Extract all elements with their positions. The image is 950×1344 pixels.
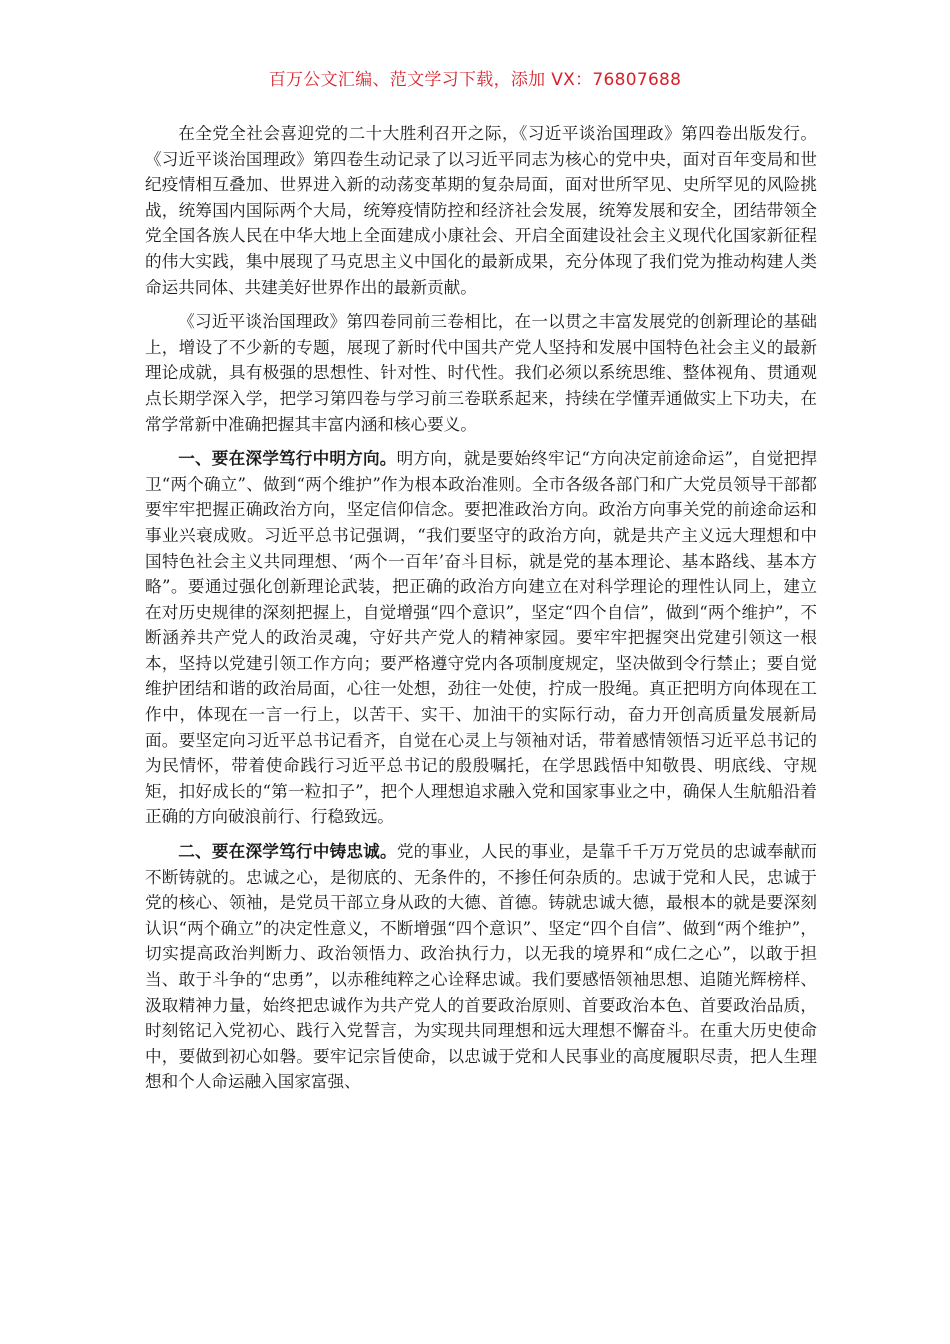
section-heading: 二、要在深学笃行中铸忠诚。 (178, 841, 397, 862)
paragraph-text: 党的事业，人民的事业，是靠千千万万党员的忠诚奉献而不断铸就的。忠诚之心，是彻底的、无条件的，不掺任何杂质的。忠诚于党和人民，忠诚于党的核心、领袖，是党员干部立身从政的大德、首德。铸就忠诚大德，最根本的就是要深刻认识“两个确立”的决定性意义，不断增强“四个意识”、坚定“四个自信”、做到“两个维护”，切实提高政治判断力、政治领悟力、政治执行力，以无我的境界和“成仁之心”，以敢于担当、敢于斗争的“忠勇”，以赤稚纯粹之心诠释忠诚。我们要感悟领袖思想、追随光辉榜样、汲取精神力量，始终把忠诚作为共产党人的首要政治原则、首要政治本色、首要政治品质，时刻铭记入党初心、践行入党誓言，为实现共同理想和远大理想不懈奋斗。在重大历史使命中，要做到初心如磐。要牢记宗旨使命，以忠诚于党和人民事业的高度履职尽责，把人生理想和个人命运融入国家富强、 (145, 842, 818, 1092)
paragraph-text: 在全党全社会喜迎党的二十大胜利召开之际，《习近平谈治国理政》第四卷出版发行。《习近平谈治国理政》第四卷生动记录了以习近平同志为核心的党中央，面对百年变局和世纪疫情相互叠加、世界进入新的动荡变革期的复杂局面，面对世所罕见、史所罕见的风险挑战，统筹国内国际两个大局，统筹疫情防控和经济社会发展，统筹发展和安全，团结带领全党全国各族人民在中华大地上全面建成小康社会、开启全面建设社会主义现代化国家新征程的伟大实践，集中展现了马克思主义中国化的最新成果，充分体现了我们党为推动构建人类命运共同体、共建美好世界作出的最新贡献。 (145, 124, 817, 297)
paragraph-text: 明方向，就是要始终牢记“方向决定前途命运”，自觉把捍卫“两个确立”、做到“两个维护”作为根本政治准则。全市各级各部门和广大党员领导干部都要牢牢把握正确政治方向，坚定信仰信念。要把准政治方向。政治方向事关党的前途命运和事业兴衰成败。习近平总书记强调，“我们要坚守的政治方向，就是共产主义远大理想和中国特色社会主义共同理想、‘两个一百年’奋斗目标，就是党的基本理论、基本路线、基本方略”。要通过强化创新理论武装，把正确的政治方向建立在对科学理论的理性认同上，建立在对历史规律的深刻把握上，自觉增强“四个意识”，坚定“四个自信”，做到“两个维护”，不断涵养共产党人的政治灵魂，守好共产党人的精神家园。要牢牢把握突出党建引领这一根本，坚持以党建引领工作方向；要严格遵守党内各项制度规定，坚决做到令行禁止；要自觉维护团结和谐的政治局面，心往一处想，劲往一处使，拧成一股绳。真正把明方向体现在工作中，体现在一言一行上，以苦干、实干、加油干的实际行动，奋力开创高质量发展新局面。要坚定向习近平总书记看齐，自觉在心灵上与领袖对话，带着感情领悟习近平总书记的为民情怀，带着使命践行习近平总书记的殷殷嘱托，在学思践悟中知敬畏、明底线、守规矩，扣好成长的“第一粒扣子”，把个人理想追求融入党和国家事业之中，确保人生航船沿着正确的方向破浪前行、行稳致远。 (145, 449, 818, 827)
paragraph-comparison (145, 309, 817, 437)
paragraph-section-2 (145, 839, 817, 1095)
paragraph-text: 《习近平谈治国理政》第四卷同前三卷相比，在一以贯之丰富发展党的创新理论的基础上，增设了不少新的专题，展现了新时代中国共产党人坚持和发展中国特色社会主义的最新理论成就，具有极强的思想性、针对性、时代性。我们必须以系统思维、整体视角、贯通观点长期学深入学，把学习第四卷与学习前三卷联系起来，持续在学懂弄通做实上下功夫，在常学常新中准确把握其丰富内涵和核心要义。 (145, 312, 817, 434)
article-body (145, 121, 817, 1095)
paragraph-section-1 (145, 446, 817, 830)
promo-banner: 百万公文汇编、范文学习下载，添加 VX：76807688 (268, 70, 682, 90)
paragraph-intro (145, 121, 817, 300)
section-heading: 一、要在深学笃行中明方向。 (178, 448, 397, 469)
